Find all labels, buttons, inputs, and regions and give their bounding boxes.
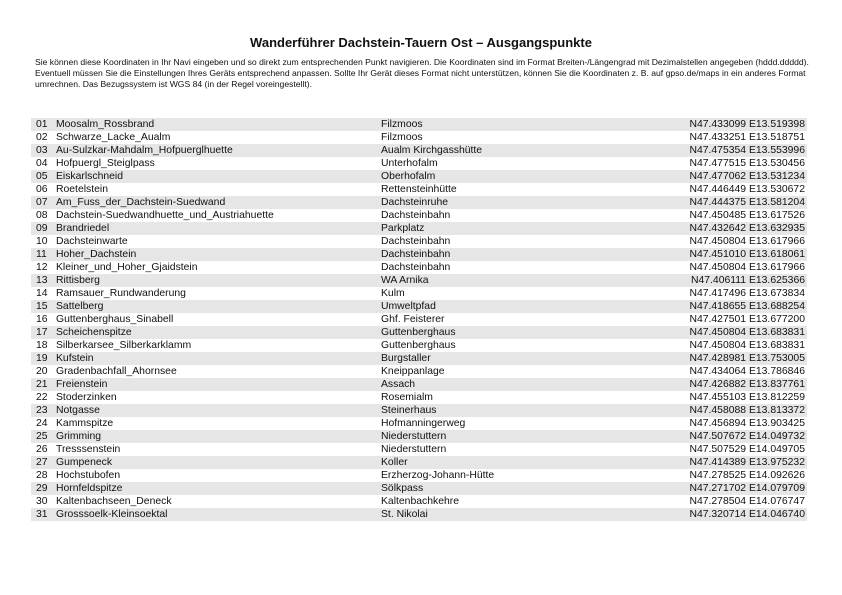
starting-point: Filzmoos (381, 119, 423, 130)
starting-point: Unterhofalm (381, 158, 438, 169)
row-number: 22 (36, 392, 48, 403)
table-row (31, 508, 807, 521)
row-number: 25 (36, 431, 48, 442)
coordinates: N47.278525 E14.092626 (689, 470, 805, 481)
coordinates: N47.450804 E13.683831 (689, 327, 805, 338)
coordinates: N47.271702 E14.079709 (689, 483, 805, 494)
table-row (31, 261, 807, 274)
row-number: 23 (36, 405, 48, 416)
row-number: 15 (36, 301, 48, 312)
starting-point: Ghf. Feisterer (381, 314, 445, 325)
coordinates: N47.434064 E13.786846 (689, 366, 805, 377)
starting-point: Dachsteinbahn (381, 262, 451, 273)
route-name: Kammspitze (56, 418, 114, 429)
coordinates: N47.455103 E13.812259 (689, 392, 805, 403)
starting-point: Kneippanlage (381, 366, 445, 377)
table-row (31, 118, 807, 131)
route-name: Roetelstein (56, 184, 108, 195)
route-name: Tresssenstein (56, 444, 121, 455)
coordinates: N47.278504 E14.076747 (689, 496, 805, 507)
starting-point: Koller (381, 457, 408, 468)
starting-point: Steinerhaus (381, 405, 437, 416)
row-number: 06 (36, 184, 48, 195)
table-row (31, 287, 807, 300)
route-name: Notgasse (56, 405, 100, 416)
coordinates: N47.446449 E13.530672 (689, 184, 805, 195)
coordinates: N47.418655 E13.688254 (689, 301, 805, 312)
row-number: 20 (36, 366, 48, 377)
starting-point: Kulm (381, 288, 405, 299)
row-number: 19 (36, 353, 48, 364)
row-number: 26 (36, 444, 48, 455)
route-name: Gumpeneck (56, 457, 113, 468)
starting-point: WA Arnika (381, 275, 429, 286)
coordinates: N47.477062 E13.531234 (689, 171, 805, 182)
table-row (31, 248, 807, 261)
table-row (31, 378, 807, 391)
row-number: 17 (36, 327, 48, 338)
route-name: Stoderzinken (56, 392, 117, 403)
table-row (31, 196, 807, 209)
route-name: Kufstein (56, 353, 94, 364)
coordinates: N47.450804 E13.683831 (689, 340, 805, 351)
row-number: 21 (36, 379, 48, 390)
row-number: 24 (36, 418, 48, 429)
table-row (31, 131, 807, 144)
coordinates: N47.450485 E13.617526 (689, 210, 805, 221)
table-row (31, 404, 807, 417)
coordinates: N47.433251 E13.518751 (689, 132, 805, 143)
intro-paragraph: Sie können diese Koordinaten in Ihr Navi eingeben und so direkt zum entsprechenden Punkt navigieren. Die Koordinaten sind im Format Breiten-/Längengrad mit Dezimalstellen angegeben (hddd.ddddd). (35, 57, 809, 67)
coordinates: N47.456894 E13.903425 (689, 418, 805, 429)
table-row (31, 274, 807, 287)
route-name: Guttenberghaus_Sinabell (56, 314, 174, 325)
route-name: Moosalm_Rossbrand (56, 119, 155, 130)
route-name: Kaltenbachseen_Deneck (56, 496, 172, 507)
starting-point: Aualm Kirchgasshütte (381, 145, 483, 156)
row-number: 12 (36, 262, 48, 273)
table-row (31, 235, 807, 248)
table-row (31, 352, 807, 365)
page-title: Wanderführer Dachstein-Tauern Ost – Ausgangspunkte (250, 35, 592, 50)
row-number: 29 (36, 483, 48, 494)
coordinates: N47.433099 E13.519398 (689, 119, 805, 130)
intro-paragraph: Eventuell müssen Sie die Einstellungen Ihres Geräts entsprechend anpassen. Sollte Ihr Gerät dieses Format nicht unterstützen, können Sie die Koordinaten z. B. auf gpso.de/maps in ein anderes Format umrechnen. Das Bezugssystem ist WGS 84 (in der Regel voreingestellt). (35, 68, 806, 89)
route-name: Am_Fuss_der_Dachstein-Suedwand (56, 197, 226, 208)
route-name: Au-Sulzkar-Mahdalm_Hofpuerglhuette (56, 145, 233, 156)
starting-point: Dachsteinruhe (381, 197, 449, 208)
row-number: 09 (36, 223, 48, 234)
starting-point: Niederstuttern (381, 444, 447, 455)
coordinates: N47.320714 E14.046740 (689, 509, 805, 520)
coordinates: N47.477515 E13.530456 (689, 158, 805, 169)
coordinates: N47.507672 E14.049732 (689, 431, 805, 442)
table-row (31, 443, 807, 456)
row-number: 05 (36, 171, 48, 182)
table-row (31, 365, 807, 378)
route-name: Hoher_Dachstein (56, 249, 137, 260)
coordinates: N47.507529 E14.049705 (689, 444, 805, 455)
route-name: Eiskarlschneid (56, 171, 123, 182)
starting-points-table (31, 118, 807, 521)
starting-point: Rosemialm (381, 392, 433, 403)
table-row (31, 157, 807, 170)
route-name: Grimming (56, 431, 102, 442)
coordinates: N47.428981 E13.753005 (689, 353, 805, 364)
row-number: 02 (36, 132, 48, 143)
route-name: Dachstein-Suedwandhuette_und_Austriahuette (56, 210, 274, 221)
row-number: 30 (36, 496, 48, 507)
route-name: Kleiner_und_Hoher_Gjaidstein (56, 262, 198, 273)
starting-point: Dachsteinbahn (381, 249, 451, 260)
table-row (31, 430, 807, 443)
table-row (31, 469, 807, 482)
starting-point: Niederstuttern (381, 431, 447, 442)
route-name: Ramsauer_Rundwanderung (56, 288, 186, 299)
table-row (31, 456, 807, 469)
route-name: Scheichenspitze (56, 327, 132, 338)
row-number: 18 (36, 340, 48, 351)
coordinates: N47.427501 E13.677200 (689, 314, 805, 325)
route-name: Hornfeldspitze (56, 483, 123, 494)
table-row (31, 339, 807, 352)
row-number: 28 (36, 470, 48, 481)
table-row (31, 222, 807, 235)
starting-point: Parkplatz (381, 223, 425, 234)
starting-point: Dachsteinbahn (381, 210, 451, 221)
route-name: Silberkarsee_Silberkarklamm (56, 340, 192, 351)
coordinates: N47.414389 E13.975232 (689, 457, 805, 468)
starting-point: Sölkpass (381, 483, 424, 494)
coordinates: N47.426882 E13.837761 (689, 379, 805, 390)
starting-point: Kaltenbachkehre (381, 496, 459, 507)
table-row (31, 417, 807, 430)
table-row (31, 209, 807, 222)
row-number: 27 (36, 457, 48, 468)
coordinates: N47.458088 E13.813372 (689, 405, 805, 416)
table-row (31, 300, 807, 313)
coordinates: N47.444375 E13.581204 (689, 197, 805, 208)
row-number: 01 (36, 119, 48, 130)
row-number: 16 (36, 314, 48, 325)
row-number: 08 (36, 210, 48, 221)
route-name: Rittisberg (56, 275, 100, 286)
route-name: Sattelberg (56, 301, 104, 312)
row-number: 11 (36, 249, 47, 260)
starting-point: Umweltpfad (381, 301, 436, 312)
row-number: 03 (36, 145, 48, 156)
row-number: 14 (36, 288, 48, 299)
row-number: 10 (36, 236, 48, 247)
table-row (31, 313, 807, 326)
coordinates: N47.432642 E13.632935 (689, 223, 805, 234)
route-name: Hofpuergl_Steiglpass (56, 158, 155, 169)
starting-point: Oberhofalm (381, 171, 436, 182)
coordinates: N47.475354 E13.553996 (689, 145, 805, 156)
table-row (31, 495, 807, 508)
row-number: 31 (36, 509, 48, 520)
row-number: 13 (36, 275, 48, 286)
starting-point: Rettensteinhütte (381, 184, 457, 195)
starting-point: Filzmoos (381, 132, 423, 143)
route-name: Dachsteinwarte (56, 236, 128, 247)
route-name: Brandriedel (56, 223, 110, 234)
starting-point: Burgstaller (381, 353, 431, 364)
table-row (31, 183, 807, 196)
coordinates: N47.450804 E13.617966 (689, 262, 805, 273)
starting-point: Dachsteinbahn (381, 236, 451, 247)
route-name: Gradenbachfall_Ahornsee (56, 366, 177, 377)
route-name: Schwarze_Lacke_Aualm (56, 132, 171, 143)
table-row (31, 170, 807, 183)
route-name: Hochstubofen (56, 470, 121, 481)
table-row (31, 391, 807, 404)
row-number: 07 (36, 197, 48, 208)
coordinates: N47.406111 E13.625366 (690, 275, 805, 286)
starting-point: Assach (381, 379, 416, 390)
coordinates: N47.450804 E13.617966 (689, 236, 805, 247)
route-name: Grosssoelk-Kleinsoektal (56, 509, 168, 520)
table-row (31, 326, 807, 339)
starting-point: Guttenberghaus (381, 340, 456, 351)
coordinates: N47.451010 E13.618061 (689, 249, 805, 260)
row-number: 04 (36, 158, 48, 169)
starting-point: Hofmanningerweg (381, 418, 466, 429)
route-name: Freienstein (56, 379, 108, 390)
coordinates: N47.417496 E13.673834 (689, 288, 805, 299)
starting-point: Erzherzog-Johann-Hütte (381, 470, 495, 481)
table-row (31, 482, 807, 495)
intro-text (35, 57, 810, 90)
starting-point: Guttenberghaus (381, 327, 456, 338)
starting-point: St. Nikolai (381, 509, 428, 520)
table-row (31, 144, 807, 157)
